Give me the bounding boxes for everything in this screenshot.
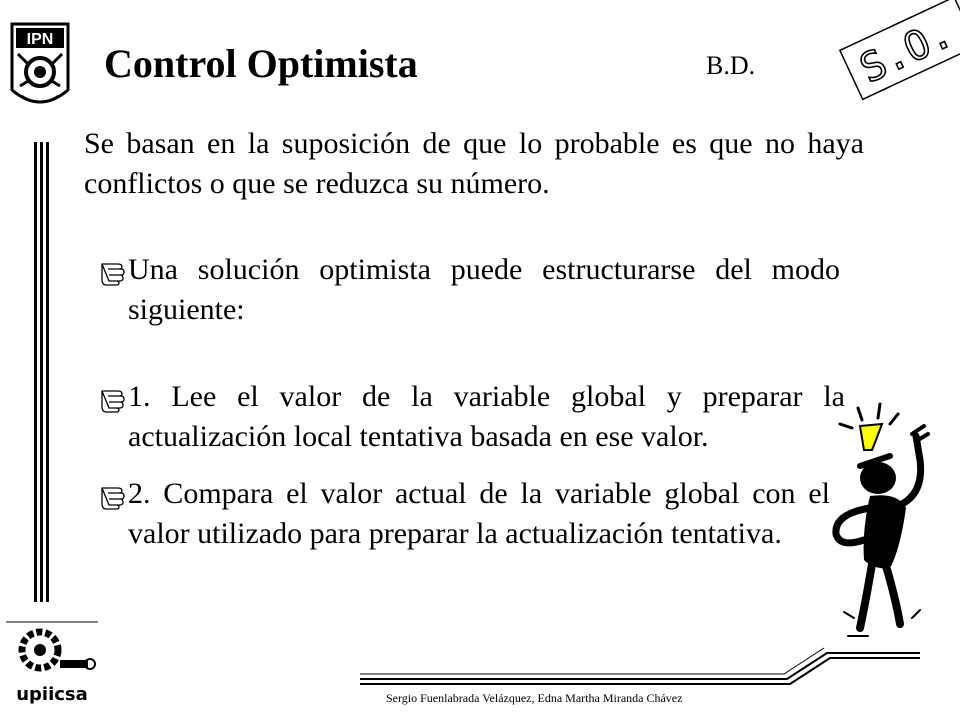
so-corner-text: S.O.: [853, 10, 960, 93]
bullet-text: 2. Compara el valor actual de la variable global con el valor utilizado para preparar la actualización tentativa.: [128, 477, 830, 550]
subject-label: B.D.: [706, 51, 756, 80]
intro-paragraph: Se basan en la suposición de que lo probable es que no haya conflictos o que se reduzca su número.: [84, 127, 864, 200]
bullet-item: [100, 250, 840, 330]
thinking-stick-figure-lightbulb-icon: [820, 400, 960, 640]
pointing-hand-icon: [100, 385, 126, 413]
ipn-logo-text: IPN: [26, 31, 54, 48]
ipn-logo: [8, 20, 72, 114]
footer-authors: Sergio Fuenlabrada Velázquez, Edna Martha Miranda Chávez: [386, 691, 683, 705]
upiicsa-logo: [6, 622, 98, 706]
footer-divider: [360, 652, 920, 688]
bullet-text: 1. Lee el valor de la variable global y preparar la actualización local tentativa basada en ese valor.: [128, 380, 845, 453]
bullet-item: [100, 474, 830, 554]
upiicsa-logo-text: upiicsa: [16, 684, 88, 705]
slide-title: Control Optimista: [104, 41, 418, 86]
so-corner-tag: [836, 0, 960, 104]
bullet-text: Una solución optimista puede estructurarse del modo siguiente:: [128, 253, 840, 326]
bullet-item: [100, 377, 845, 457]
left-vertical-bars: [34, 142, 54, 602]
pointing-hand-icon: [100, 258, 126, 286]
pointing-hand-icon: [100, 482, 126, 510]
